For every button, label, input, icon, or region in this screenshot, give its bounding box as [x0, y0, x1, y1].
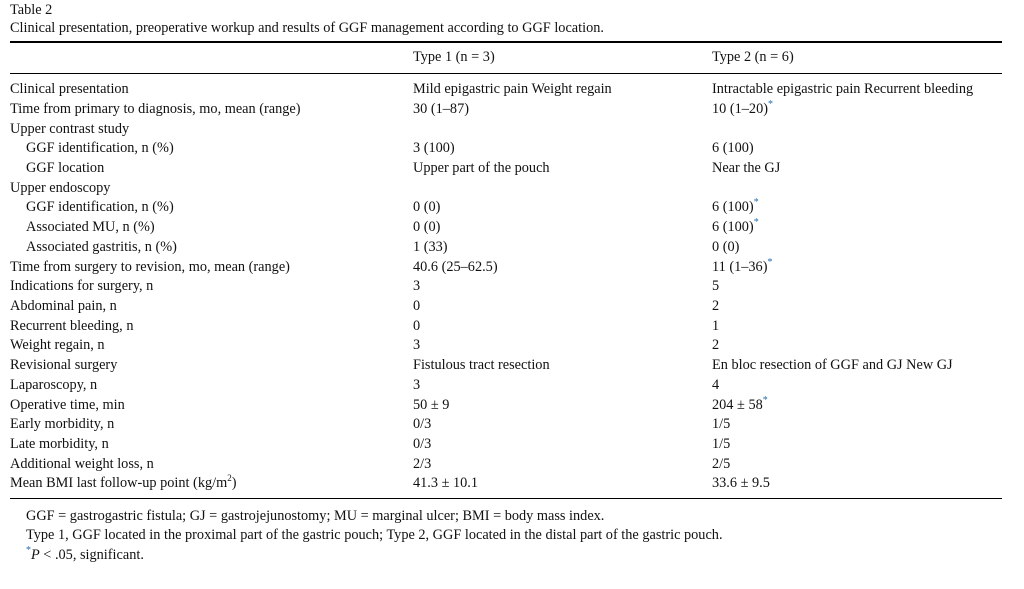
footnote-abbreviations: GGF = gastrogastric fistula; GJ = gastrojejunostomy; MU = marginal ulcer; BMI = body mass index. [26, 508, 605, 524]
cell-type1: 3 [413, 278, 421, 294]
row-label: Operative time, min [10, 397, 125, 413]
significance-marker: * [753, 197, 759, 208]
row-label: GGF identification, n (%) [26, 140, 174, 156]
column-header-type1: Type 1 (n = 3) [413, 49, 495, 65]
row-label: Mean BMI last follow-up point $(kg/m^2)$ [10, 473, 237, 491]
cell-type1: 50 ± 9 [413, 397, 450, 413]
footnote-significance: *P < .05, significant. [26, 545, 144, 563]
cell-type2: 33.6 ± 9.5 [712, 475, 770, 491]
row-label: Time from primary to diagnosis, mo, mean (range) [10, 101, 301, 117]
cell-type2: 10 (1–20)* [712, 99, 773, 117]
cell-type2: 6 (100)* [712, 217, 759, 235]
cell-type2: 2 [712, 298, 720, 314]
cell-type1: 0 (0) [413, 199, 441, 215]
header-rule [10, 73, 1002, 74]
row-label: Indications for surgery, n [10, 278, 154, 294]
cell-type1: 3 (100) [413, 140, 455, 156]
cell-type1: 3 [413, 337, 421, 353]
cell-type1: Upper part of the pouch [413, 160, 550, 176]
cell-type2: 1 [712, 318, 720, 334]
section-heading: Upper endoscopy [10, 180, 111, 196]
cell-type2: 4 [712, 377, 720, 393]
cell-type1: 0/3 [413, 436, 432, 452]
cell-type2: 0 (0) [712, 239, 740, 255]
row-label: Revisional surgery [10, 357, 118, 373]
row-label: GGF identification, n (%) [26, 199, 174, 215]
cell-type2: 1/5 [712, 436, 731, 452]
cell-type2: 5 [712, 278, 720, 294]
cell-type2: 2 [712, 337, 720, 353]
cell-type2: Intractable epigastric pain Recurrent bleeding [712, 81, 974, 97]
row-label: Clinical presentation [10, 81, 129, 97]
cell-type1: 40.6 (25–62.5) [413, 259, 498, 275]
row-label: Early morbidity, n [10, 416, 115, 432]
footnote-types: Type 1, GGF located in the proximal part of the gastric pouch; Type 2, GGF located in the distal part of the gastric pouch. [26, 527, 723, 543]
cell-type1: Fistulous tract resection [413, 357, 550, 373]
significance-marker: * [753, 217, 759, 228]
row-label: Laparoscopy, n [10, 377, 98, 393]
cell-type2: 11 (1–36)* [712, 257, 773, 275]
row-label: Associated gastritis, n (%) [26, 239, 177, 255]
cell-type2: 1/5 [712, 416, 731, 432]
cell-type1: 30 (1–87) [413, 101, 469, 117]
row-label: Additional weight loss, n [10, 456, 154, 472]
cell-type1: 2/3 [413, 456, 432, 472]
row-label: Abdominal pain, n [10, 298, 117, 314]
significance-marker: * [767, 257, 773, 268]
significance-marker: * [768, 99, 773, 110]
cell-type2: 204 ± 58* [712, 395, 768, 413]
cell-type1: 0 (0) [413, 219, 441, 235]
cell-type1: 3 [413, 377, 421, 393]
cell-type1: 0 [413, 318, 421, 334]
row-label: Time from surgery to revision, mo, mean (range) [10, 259, 290, 275]
table-label: Table 2 [10, 2, 53, 18]
top-rule [10, 41, 1002, 43]
cell-type2: Near the GJ [712, 160, 781, 176]
significance-marker: * [762, 395, 768, 406]
row-label: GGF location [26, 160, 105, 176]
cell-type1: 0 [413, 298, 421, 314]
section-heading: Upper contrast study [10, 121, 130, 137]
bottom-rule [10, 498, 1002, 499]
cell-type2: 2/5 [712, 456, 731, 472]
table-caption: Clinical presentation, preoperative workup and results of GGF management according to GGF location. [10, 20, 604, 36]
row-label: Late morbidity, n [10, 436, 109, 452]
row-label: Associated MU, n (%) [26, 219, 155, 235]
cell-type2: 6 (100) [712, 140, 754, 156]
cell-type1: 0/3 [413, 416, 432, 432]
column-header-type2: Type 2 (n = 6) [712, 49, 794, 65]
row-label: Weight regain, n [10, 337, 105, 353]
cell-type1: Mild epigastric pain Weight regain [413, 81, 612, 97]
cell-type2: En bloc resection of GGF and GJ New GJ [712, 357, 953, 373]
cell-type1: 41.3 ± 10.1 [413, 475, 479, 491]
cell-type2: 6 (100)* [712, 197, 759, 215]
cell-type1: 1 (33) [413, 239, 448, 255]
row-label: Recurrent bleeding, n [10, 318, 134, 334]
